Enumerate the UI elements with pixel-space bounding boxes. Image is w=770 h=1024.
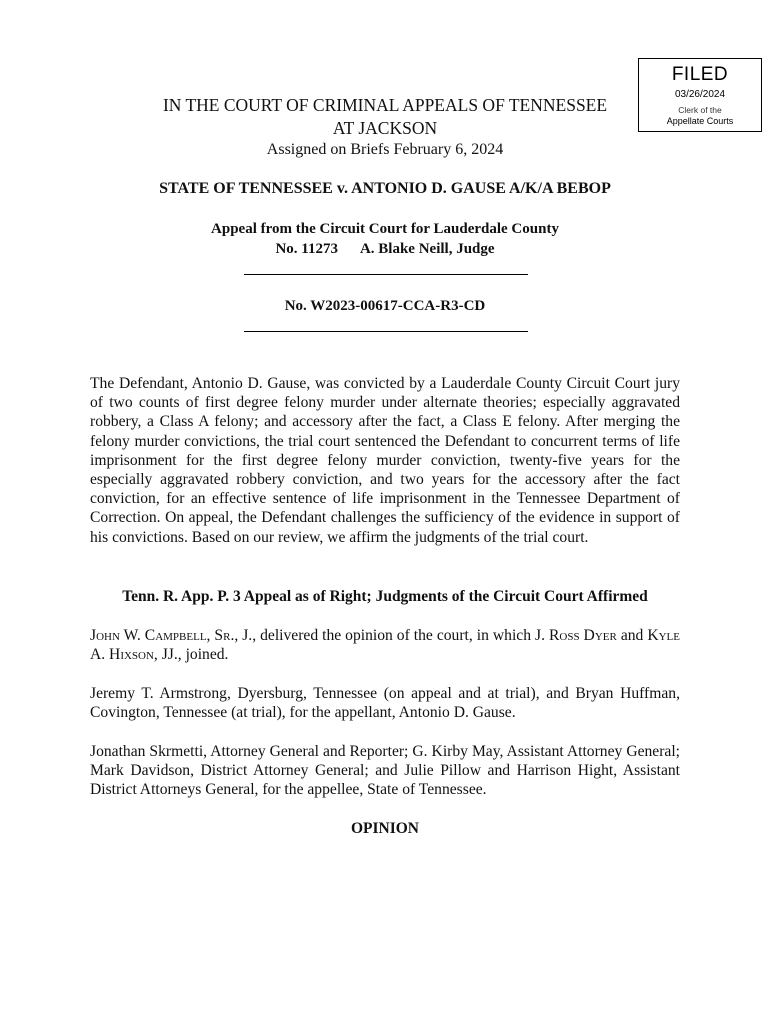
court-location: AT JACKSON [332,118,438,138]
assigned-date: Assigned on Briefs February 6, 2024 [266,141,504,158]
court-name: IN THE COURT OF CRIMINAL APPEALS OF TENNESSEE [162,95,608,115]
joining-judge-2: Kyle A. Hixson, JJ. [90,627,680,664]
author-text-1: , delivered the opinion of the court, in which [252,627,536,644]
case-caption: STATE OF TENNESSEE v. ANTONIO D. GAUSE A/K/A BEBOP [159,180,611,197]
docket-number: No. W2023-00617-CCA-R3-CD [284,298,486,314]
authoring-judge [90,626,680,664]
joining-judge-1: J. Ross Dyer [535,627,617,644]
counsel-appellant: Jeremy T. Armstrong, Dyersburg, Tennessee (on appeal and at trial), and Bryan Huffman, Covington, Tennessee (at trial), for the appellant, Antonio D. Gause. [90,685,680,722]
stamp-filed-label: FILED [671,64,729,85]
trial-case-number: No. 11273 [275,241,338,257]
stamp-clerk-label: Clerk of the [678,105,722,115]
author-text-3: , joined. [177,646,229,664]
stamp-date: 03/26/2024 [674,89,726,100]
trial-case-info [100,239,670,259]
stamp-courts-label: Appellate Courts [666,116,734,126]
trial-judge: A. Blake Neill, Judge [359,241,495,257]
counsel-appellee: Jonathan Skrmetti, Attorney General and Reporter; G. Kirby May, Assistant Attorney General; Mark Davidson, District Attorney General; and Julie Pillow and Harrison Hight, Assistant District Attorneys General, for the appellee, State of Tennessee. [90,743,680,799]
divider-bottom [244,331,528,332]
opinion-heading: OPINION [350,820,420,837]
author-text-2: and [616,627,648,644]
case-summary: The Defendant, Antonio D. Gause, was convicted by a Lauderdale County Circuit Court jury of two counts of first degree felony murder under alternate theories; especially aggravated robbery, a Class A felony; and accessory after the fact, a Class E felony. After merging the felony murder convictions, the trial court sentenced the Defendant to concurrent terms of life imprisonment for the first degree felony murder conviction, twenty-five years for the especially aggravated robbery conviction, and two years for the accessory after the fact conviction, for an effective sentence of life imprisonment in the Tennessee Department of Correction. On appeal, the Defendant challenges the sufficiency of the evidence in support of his convictions. Based on our review, we affirm the judgments of the trial court. [90,375,680,546]
divider-top [244,274,528,275]
disposition: Tenn. R. App. P. 3 Appeal as of Right; Judgments of the Circuit Court Affirmed [122,588,648,605]
author-judge-name: John W. Campbell, Sr., J. [90,627,253,644]
appeal-from: Appeal from the Circuit Court for Lauderdale County [211,221,559,237]
